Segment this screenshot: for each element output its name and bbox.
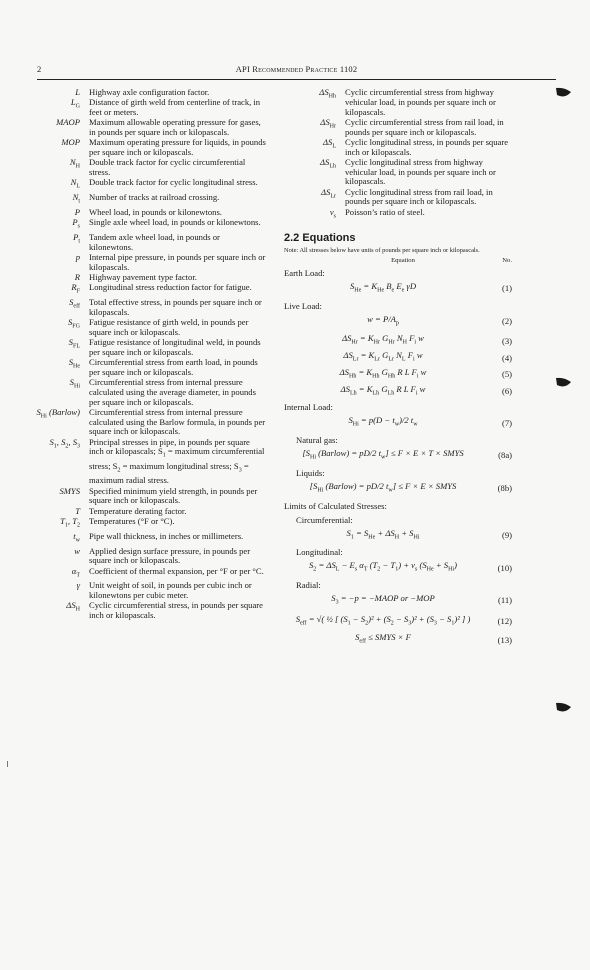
- definition-symbol: γ: [76, 580, 80, 591]
- definition-text: Cyclic circumferential stress, in pounds per square inch or kilopascals.: [89, 600, 263, 621]
- definition-symbol: $S_{FG}$: [68, 317, 80, 330]
- definition-symbol: $R_F$: [71, 282, 80, 295]
- definition-row: [30, 507, 266, 517]
- definition-symbol: $L_G$: [70, 97, 80, 110]
- definition-symbol: $\alpha_T$: [71, 565, 80, 579]
- definition-symbol: MAOP: [56, 117, 80, 128]
- definition-text: Cyclic circumferential stress from highway vehicular load, in pounds per square inch or kilopascals.: [345, 87, 496, 117]
- scan-edge-mark: [7, 761, 8, 767]
- definition-text: Pipe wall thickness, in inches or millimeters.: [89, 530, 244, 541]
- definition-text: Fatigue resistance of girth weld, in pounds per square inch or kilopascals.: [89, 317, 249, 337]
- equation-number: (13): [497, 634, 512, 645]
- header-rule: [37, 79, 556, 80]
- equation-row: [284, 350, 512, 365]
- definition-text: Principal stresses in pipe, in pounds per square inch or kilopascals; $S_1$ = maximum circumferential stress; $S_2$ = maximum longitudinal stress; $S_3$ = maximum radial stress.: [89, 436, 265, 486]
- definition-symbol: $S_{FL}$: [68, 337, 80, 350]
- definition-symbol: $\Delta S_{Hh}$: [319, 87, 336, 100]
- running-title: [37, 64, 556, 74]
- equation-number: (3): [501, 335, 512, 346]
- equation-number: (8a): [498, 450, 512, 461]
- definition-row: [30, 532, 266, 547]
- definition-row: [30, 253, 266, 273]
- definition-row: [30, 438, 266, 487]
- equation-row: [284, 333, 512, 348]
- equation-expression: $\Delta S_{Lh} = K_{Lh}$ $G_{Lh}$ R L $F_i$ w: [340, 383, 426, 397]
- equation-group-label: Internal Load:: [284, 402, 333, 413]
- definition-text: Circumferential stress from earth load, in pounds per square inch or kilopascals.: [89, 357, 258, 377]
- definition-row: [30, 218, 266, 233]
- definition-symbol: w: [74, 545, 80, 556]
- definition-row: [284, 188, 512, 208]
- definition-text: Double track factor for cyclic longitudinal stress.: [89, 177, 258, 188]
- definition-symbol: $S_{eff}$: [69, 297, 80, 310]
- definition-symbol: $N_L$: [70, 177, 80, 190]
- equation-expression: $\Delta S_{Lr} = K_{Lr}$ $G_{Lr}$ $N_L$ $F_i$ w: [343, 350, 423, 363]
- definition-text: Wheel load, in pounds or kilonewtons.: [89, 206, 222, 217]
- equation-number: (5): [501, 369, 512, 380]
- definition-row: [30, 358, 266, 378]
- equation-group-label: Liquids:: [296, 467, 325, 478]
- equation-expression: $S_{eff}$ ≤ SMYS × F: [355, 632, 411, 646]
- equation-expression: $S_{Hi} = p(D - t_w)/2$ $t_w$: [348, 415, 418, 429]
- definition-text: Highway axle configuration factor.: [89, 87, 210, 97]
- equation-number: (7): [501, 417, 512, 428]
- equation-group-label: Circumferential:: [296, 514, 353, 525]
- definition-text: Distance of girth weld from centerline of track, in feet or meters.: [89, 97, 261, 117]
- definition-symbol: $S_1$, $S_2$, $S_3$: [49, 436, 80, 450]
- equation-number: (2): [501, 316, 512, 327]
- definition-text: Single axle wheel load, in pounds or kilonewtons.: [89, 217, 261, 228]
- definition-row: [284, 208, 512, 223]
- definition-symbol: $\Delta S_L$: [322, 136, 336, 150]
- definition-symbol: $\Delta S_{Lh}$: [319, 156, 336, 170]
- equation-row: [284, 281, 512, 296]
- equation-number: (1): [501, 283, 512, 294]
- margin-punch-mark: [555, 374, 572, 391]
- page-number: 2: [37, 64, 42, 74]
- definition-symbol: $\Delta S_{Lr}$: [320, 186, 336, 200]
- equation-expression: $\Delta S_{Hr} = K_{Hr}$ $G_{Hr}$ $N_H$ $F_i$ w: [342, 333, 424, 347]
- definition-symbol: R: [74, 272, 80, 282]
- definition-text: Maximum allowable operating pressure for gases, in pounds per square inch or kilopascals.: [89, 117, 261, 137]
- equation-group-label: Natural gas:: [296, 435, 338, 446]
- definition-text: Double track factor for cyclic circumferential stress.: [89, 157, 246, 177]
- definition-text: Applied design surface pressure, in pounds per square inch or kilopascals.: [89, 545, 251, 566]
- definition-symbol: MOP: [61, 137, 80, 148]
- definition-row: [30, 487, 266, 507]
- definition-row: [30, 408, 266, 437]
- equation-group-label: Earth Load:: [284, 268, 325, 279]
- definition-text: Cyclic circumferential stress from rail load, in pounds per square inch or kilopascals.: [345, 116, 504, 137]
- definition-text: Cyclic longitudinal stress, in pounds per square inch or kilopascals.: [345, 136, 509, 157]
- definition-text: Longitudinal stress reduction factor for fatigue.: [89, 282, 252, 293]
- equation-row: [284, 528, 512, 543]
- definition-text: Internal pipe pressure, in pounds per square inch or kilopascals.: [89, 252, 266, 272]
- definition-row: [284, 158, 512, 187]
- definition-row: [30, 378, 266, 407]
- definition-row: [284, 118, 512, 138]
- definition-text: Unit weight of soil, in pounds per cubic inch or kilonewtons per cubic meter.: [89, 580, 252, 601]
- definition-row: [284, 88, 512, 117]
- left-column: [30, 88, 266, 621]
- definition-symbol: T: [75, 505, 80, 516]
- definition-text: Fatigue resistance of longitudinal weld, in pounds per square inch or kilopascals.: [89, 337, 261, 357]
- equation-expression: $S_{eff}$ = √( ½ [ $(S_1 - S_2)^2 + (S_2 - S_3)^2 + (S_3 - S_1)^2$ ] ): [295, 613, 471, 627]
- equation-column-headers: [284, 257, 512, 264]
- equation-number: (6): [501, 385, 512, 396]
- definition-symbol: SMYS: [59, 485, 80, 496]
- definition-text: Highway pavement type factor.: [89, 272, 197, 282]
- equation-number: (12): [497, 616, 512, 627]
- definition-row: [30, 318, 266, 338]
- definition-row: [30, 98, 266, 118]
- definition-text: Temperatures (°F or °C).: [89, 515, 175, 526]
- equation-row: [284, 448, 512, 463]
- definition-row: [30, 601, 266, 621]
- equation-expression: $S_3 = -p$ = −MAOP or −MOP: [331, 592, 435, 606]
- running-title-text: API Recommended Practice 1102: [235, 64, 358, 74]
- equation-expression: $S_{He} = K_{He}$ $B_e$ $E_e$ γD: [349, 281, 417, 294]
- equation-number: (4): [501, 352, 512, 363]
- nomenclature-list-left: [30, 88, 266, 621]
- definition-symbol: P: [74, 206, 80, 217]
- definition-symbol: $S_{He}$: [68, 357, 80, 370]
- definition-row: [30, 581, 266, 601]
- nomenclature-list-right: [284, 88, 512, 222]
- equation-number: (11): [498, 595, 512, 606]
- margin-punch-mark: [555, 699, 572, 716]
- definition-text: Temperature derating factor.: [89, 505, 187, 516]
- definition-row: [30, 118, 266, 138]
- definition-row: [30, 517, 266, 532]
- equation-row: [284, 560, 512, 575]
- equation-expression: $S_1 = S_{He} + \Delta S_H + S_{Hi}$: [346, 527, 420, 541]
- equation-number: (8b): [497, 483, 512, 494]
- definition-text: Maximum operating pressure for liquids, in pounds per square inch or kilopascals.: [89, 137, 266, 157]
- equation-row: [284, 614, 512, 629]
- section-heading: 2.2 Equations: [284, 232, 356, 245]
- definition-symbol: $T_1$, $T_2$: [60, 515, 80, 529]
- equation-expression: [$S_{Hi}$ (Barlow) = pD/2 $t_w] \le F \times E$ × SMYS: [309, 480, 457, 494]
- equation-expression: $w = P/A_p$: [367, 313, 399, 327]
- equation-list: [284, 268, 512, 647]
- definition-symbol: $P_t$: [73, 232, 80, 245]
- definition-symbol: $\Delta S_{Hr}$: [320, 116, 336, 130]
- definition-row: [30, 298, 266, 318]
- equation-row: [284, 367, 512, 382]
- equation-number: (9): [501, 529, 512, 540]
- definition-text: Coefficient of thermal expansion, per °F or per °C.: [89, 565, 264, 576]
- definition-symbol: $S_{Hi}$ (Barlow): [36, 406, 80, 420]
- definition-symbol: $t_w$: [73, 530, 80, 544]
- definition-row: [30, 193, 266, 208]
- definition-text: Specified minimum yield strength, in pounds per square inch or kilopascals.: [89, 485, 258, 506]
- definition-symbol: $P_s$: [72, 217, 80, 230]
- page-header: [37, 64, 556, 77]
- definition-text: Number of tracks at railroad crossing.: [89, 192, 220, 203]
- number-column-header: No.: [502, 257, 512, 265]
- equation-group-label: Live Load:: [284, 300, 322, 311]
- definition-text: Poisson’s ratio of steel.: [345, 206, 425, 217]
- definition-symbol: L: [75, 87, 80, 97]
- definition-text: Circumferential stress from internal pressure calculated using the Barlow formula, in pounds per square inch or kilopascals.: [89, 406, 266, 437]
- equation-expression: [$S_{Hi}$ (Barlow) = pD/2 $t_w] \le F \times E \times T$ × SMYS: [302, 448, 464, 461]
- equation-row: [284, 481, 512, 496]
- equation-row: [284, 415, 512, 430]
- definition-symbol: $v_s$: [329, 206, 336, 220]
- definition-row: [30, 547, 266, 567]
- equation-row: [284, 632, 512, 647]
- definition-text: Circumferential stress from internal pressure calculated using the average diameter, in pounds per square inch or kilopascals.: [89, 377, 256, 407]
- definition-row: [30, 338, 266, 358]
- definition-row: [30, 178, 266, 193]
- equation-group-label: Radial:: [296, 579, 321, 590]
- equation-row: [284, 593, 512, 608]
- definition-symbol: $N_H$: [69, 157, 80, 170]
- right-column: [284, 88, 512, 652]
- section-note: Note: All stresses below have units of pounds per square inch or kilopascals.: [284, 247, 480, 255]
- definition-row: [30, 283, 266, 298]
- definition-symbol: $N_t$: [72, 192, 80, 205]
- definition-row: [30, 233, 266, 253]
- definition-row: [30, 158, 266, 178]
- margin-punch-mark: [555, 84, 572, 101]
- equation-row: [284, 384, 512, 399]
- definition-row: [284, 138, 512, 158]
- definition-row: [30, 567, 266, 582]
- equation-row: [284, 314, 512, 329]
- equation-group-label: Longitudinal:: [296, 547, 343, 558]
- definition-symbol: $S_{Hi}$: [69, 377, 80, 390]
- equation-group-label: Limits of Calculated Stresses:: [284, 500, 387, 511]
- equation-expression: $\Delta S_{Hh} = K_{Hh}$ $G_{Hh}$ R L $F_i$ w: [339, 366, 427, 380]
- definition-text: Total effective stress, in pounds per square inch or kilopascals.: [89, 297, 262, 317]
- definition-row: [30, 138, 266, 158]
- definition-text: Cyclic longitudinal stress from rail load, in pounds per square inch or kilopascals.: [345, 186, 493, 207]
- definition-symbol: $\Delta S_H$: [66, 600, 80, 614]
- equation-expression: $S_2 = \Delta S_L - E_s$ $\alpha_T$ $(T_2 - T_1) + v_s$ $(S_{He} + S_{Hi})$: [309, 560, 457, 573]
- definition-text: Tandem axle wheel load, in pounds or kilonewtons.: [89, 232, 220, 252]
- equation-column-header: Equation: [391, 257, 415, 265]
- definition-symbol: p: [75, 252, 80, 263]
- equation-number: (10): [497, 562, 512, 573]
- definition-text: Cyclic longitudinal stress from highway vehicular load, in pounds per square inch or kilopascals.: [345, 156, 496, 187]
